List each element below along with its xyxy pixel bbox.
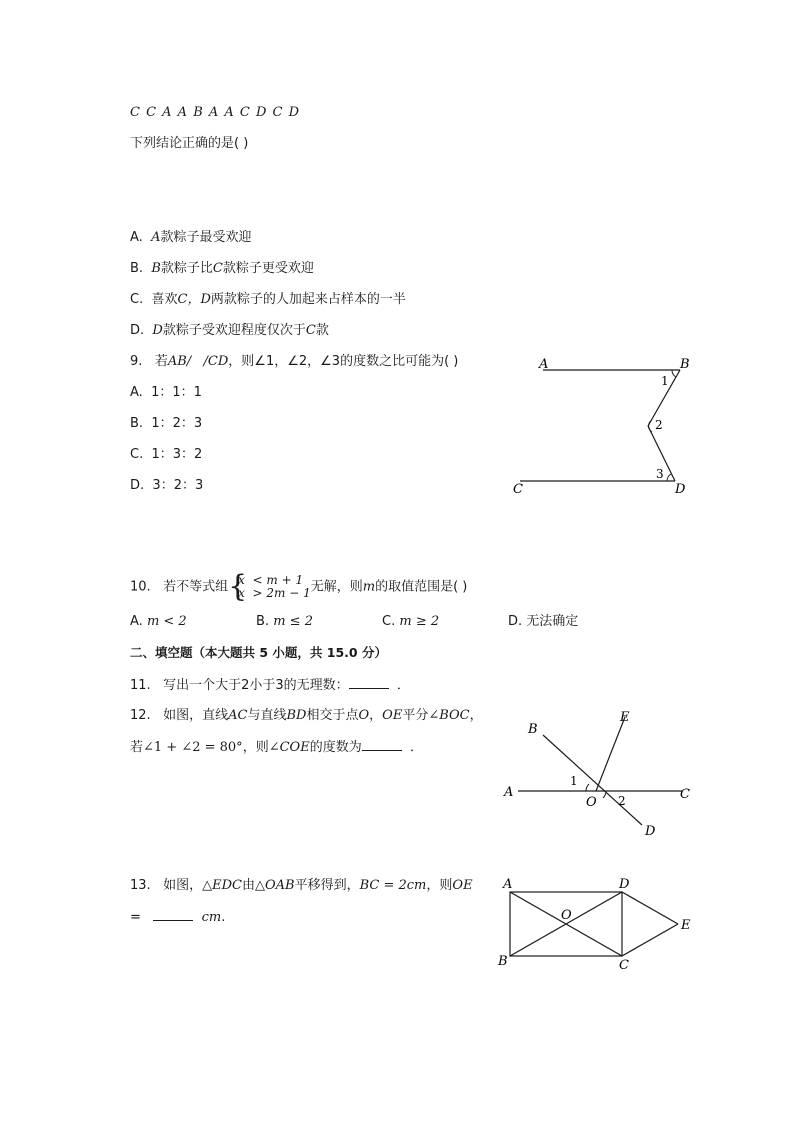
option-label: A. [130,385,143,400]
q8-option-b[interactable] [130,260,314,278]
q9-option-b[interactable] [130,415,202,433]
stem-text: ， [469,708,483,723]
stem-math: OE [382,708,403,723]
label-a: A [503,877,513,892]
option-label: D. [508,614,523,629]
option-text: 款粽子最受欢迎 [160,230,252,245]
stem-text: 若 [154,354,168,369]
angle-2-arc [649,420,652,432]
q9-figure [505,350,705,500]
question-number: 11. [130,678,151,693]
label-c: C [619,958,629,973]
stem-text: 与直线 [247,708,287,723]
stem-text: 平分 [402,708,429,723]
stem-text: 如图，直线 [163,708,229,723]
stem-math: AC [228,708,248,723]
stem-math: AB/ /CD [167,354,229,369]
label-d: D [675,482,686,497]
question-number: 12. [130,708,151,723]
option-letter: C，D [177,292,211,307]
stem-math: cm [201,910,222,925]
stem-end: . [221,910,226,925]
option-text: 喜欢 [151,292,178,307]
option-letter: A [151,230,161,245]
stem-text: ，则∠1，∠2，∠3的度数之比可能为( ) [228,354,459,369]
label-e: E [681,918,691,933]
option-text: 款粽子受欢迎程度仅次于 [162,323,306,338]
label-d: D [645,824,656,839]
answer-blank[interactable] [362,738,402,751]
stem-text: 无解，则 [310,579,363,595]
stem-math: BD [286,708,307,723]
question-number: 13. [130,878,151,893]
q13-stem-line-1 [130,877,473,895]
stem-math: ∠BOC [428,708,470,723]
option-label: D. [130,478,145,493]
q10-stem [130,569,468,604]
stem-math: OE [452,878,473,893]
option-text: 款粽子比 [160,261,213,276]
stem-text: ，则 [242,740,269,755]
label-angle-2: 2 [655,418,663,432]
option-text: 1：3：2 [151,447,203,462]
label-o: O [586,795,597,810]
option-label: A. [130,614,143,629]
option-letter: B [151,261,161,276]
label-angle-1: 1 [661,374,669,388]
option-label: B. [256,614,270,629]
option-label: C. [130,292,144,307]
label-b: B [528,722,538,737]
q9-option-c[interactable] [130,446,202,464]
angle-1-arc [672,370,676,377]
segment-de [622,892,678,924]
option-text: 款 [315,323,329,338]
stem-end: ． [396,678,410,693]
answer-blank[interactable] [153,908,193,921]
q8-option-c[interactable] [130,291,406,309]
option-label: C. [130,447,144,462]
option-letter: C [305,323,316,338]
q8-option-d[interactable] [130,322,329,340]
stem-text: 如图， [163,878,203,893]
section-2-title: 二、填空题（本大题共 5 小题，共 15.0 分） [130,645,387,660]
stem-math: 若∠1 + ∠2 = 80° [130,740,243,755]
label-c: C [680,787,690,802]
stem-math: m [362,579,376,595]
stem-text: 若不等式组 [163,579,229,595]
stem-math: O [358,708,370,723]
q11-stem [130,676,410,695]
label-a: A [504,785,514,800]
stem-text: 写出一个大于2小于3的无理数： [163,678,349,693]
option-text: 3：2：3 [152,478,204,493]
option-label: C. [382,614,396,629]
option-text: m ≤ 2 [273,614,313,629]
stem-math: = [130,910,141,925]
label-angle-3: 3 [656,467,664,481]
option-text: 两款粽子的人加起来占样本的一半 [210,292,406,307]
q8-option-a[interactable] [130,229,251,247]
segment-ec [622,924,678,956]
q12-figure [500,705,700,845]
label-o: O [561,908,572,923]
label-b: B [498,954,508,969]
option-label: B. [130,416,144,431]
option-text: m < 2 [146,614,187,629]
q13-stem-line-2 [130,908,225,927]
inequality-row-1: x < m + 1 [238,573,304,587]
angle-2-arc [603,791,606,798]
stem-math: BC = 2cm [359,878,427,893]
option-letter: C [212,261,223,276]
line-bd [543,735,642,825]
q9-stem [130,353,458,371]
option-letter: D [152,323,163,338]
inequality-system [228,569,311,604]
stem-math: △EDC [202,878,242,893]
label-c: C [513,482,523,497]
q9-option-d[interactable] [130,477,203,495]
q10-option-c[interactable] [382,613,439,631]
option-text: 款粽子更受欢迎 [222,261,314,276]
option-text: 1：1：1 [151,385,202,400]
label-b: B [680,357,690,372]
angle-3-arc [667,474,671,481]
option-label: D. [130,323,145,338]
q12-stem-line-2 [130,738,423,757]
label-e: E [620,710,630,725]
stem-text: 由 [241,878,255,893]
q10-option-d[interactable] [508,613,578,631]
stem-text: 相交于点 [306,708,359,723]
option-text: m ≥ 2 [399,614,440,629]
label-angle-1: 1 [570,774,578,788]
stem-text: 平移得到， [294,878,360,893]
option-label: B. [130,261,144,276]
answer-blank[interactable] [349,676,389,689]
option-text: 1：2：3 [151,416,203,431]
q8-stem: 下列结论正确的是( ) [130,136,249,151]
stem-math: △OAB [254,878,295,893]
stem-text: ，则 [426,878,453,893]
brace: { [228,569,248,604]
question-number: 9. [130,354,143,369]
q10-option-b[interactable] [256,613,313,631]
stem-text: 的度数为 [309,740,362,755]
q9-option-a[interactable] [130,384,202,402]
inequality-row-2: x > 2m − 1 [238,586,311,600]
q10-option-a[interactable] [130,613,187,631]
label-angle-2: 2 [618,794,626,808]
label-a: A [539,357,549,372]
label-d: D [619,877,630,892]
option-label: A. [130,230,143,245]
ray-oe [596,717,625,791]
option-text: 无法确定 [526,614,579,629]
q13-figure [495,872,700,977]
stem-text: 的取值范围是( ) [375,579,468,595]
answer-key-line: C C A A B A A C D C D [130,105,301,120]
stem-text: ， [369,708,383,723]
stem-math: ∠COE [268,740,310,755]
question-number: 10. [130,579,151,595]
q12-stem-line-1 [130,707,483,725]
stem-end: ． [409,740,423,755]
angle-1-arc [586,784,589,791]
